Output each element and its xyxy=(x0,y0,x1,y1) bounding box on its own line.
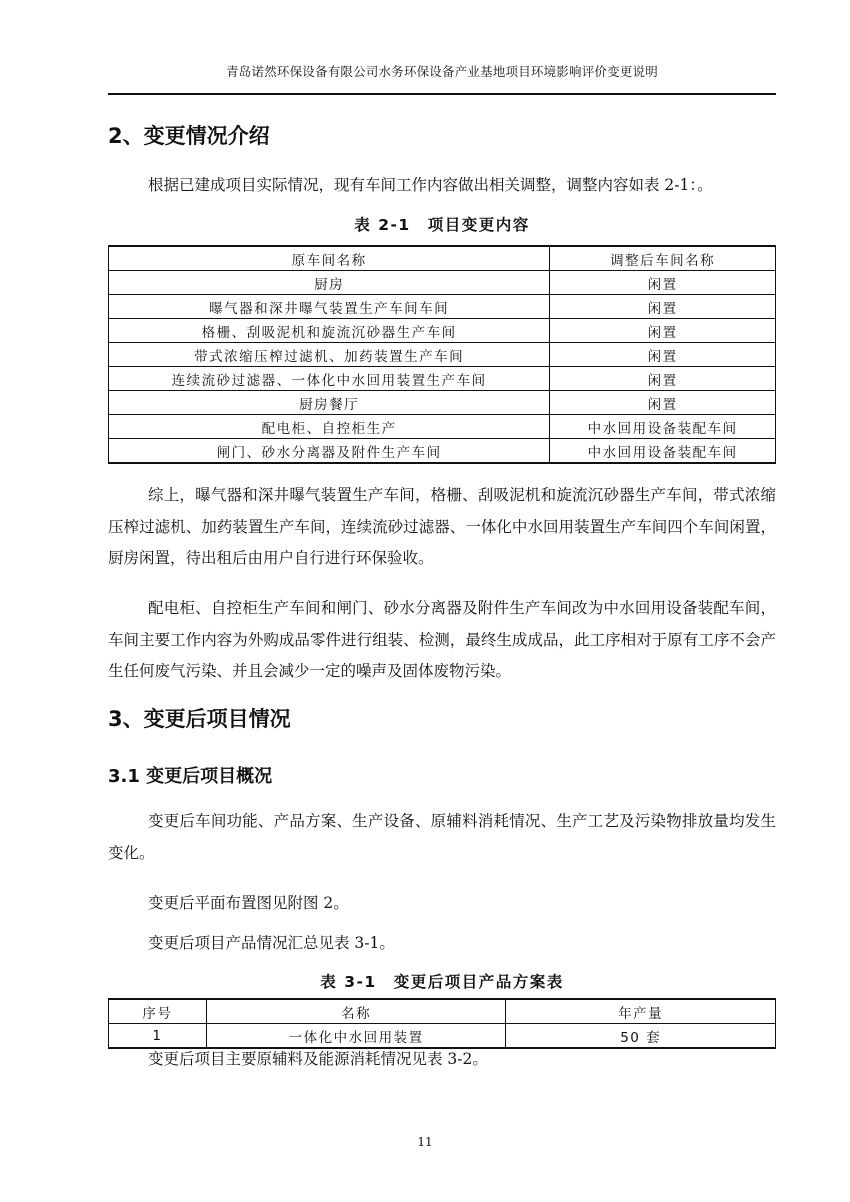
section-3-title: 3、变更后项目情况 xyxy=(108,707,291,731)
page-number: 11 xyxy=(417,1135,433,1149)
table-2-1 xyxy=(108,245,776,464)
table-cell: 中水回用设备装配车间 xyxy=(550,415,776,439)
table-cell: 格栅、刮吸泥机和旋流沉砂器生产车间 xyxy=(109,319,550,343)
table-3-1 xyxy=(108,998,776,1049)
section-2-intro: 根据已建成项目实际情况，现有车间工作内容做出相关调整，调整内容如表 2-1：。 xyxy=(148,176,713,194)
section-2-summary-paragraph: 综上，曝气器和深井曝气装置生产车间，格栅、刮吸泥机和旋流沉砂器生产车间，带式浓缩压榨过滤机、加药装置生产车间，连续流砂过滤器、一体化中水回用装置生产车间四个车间闲置，厨房闲置，待出租后由用户自行进行环保验收。 xyxy=(108,486,776,567)
table-cell: 闲置 xyxy=(550,295,776,319)
table-cell: 厨房餐厅 xyxy=(109,391,550,415)
table-header-cell: 原车间名称 xyxy=(109,246,550,271)
section-3-1-paragraph: 变更后车间功能、产品方案、生产设备、原辅料消耗情况、生产工艺及污染物排放量均发生变化。 xyxy=(108,812,776,862)
table-row xyxy=(109,391,776,415)
table-cell: 一体化中水回用装置 xyxy=(206,1024,506,1049)
table-cell: 闸门、砂水分离器及附件生产车间 xyxy=(109,439,550,464)
table-header-cell: 名称 xyxy=(206,999,506,1024)
table-cell: 闲置 xyxy=(550,271,776,295)
table-header-row xyxy=(109,999,776,1024)
section-2-title: 2、变更情况介绍 xyxy=(108,124,270,148)
table-cell: 1 xyxy=(109,1024,207,1049)
table-cell: 曝气器和深井曝气装置生产车间车间 xyxy=(109,295,550,319)
table-cell: 50 套 xyxy=(506,1024,776,1049)
section-2-change-paragraph: 配电柜、自控柜生产车间和闸门、砂水分离器及附件生产车间改为中水回用设备装配车间，车间主要工作内容为外购成品零件进行组装、检测，最终生成成品，此工序相对于原有工序不会产生任何废气污染、并且会减少一定的噪声及固体废物污染。 xyxy=(108,599,776,680)
table-cell: 闲置 xyxy=(550,367,776,391)
table-3-1-caption: 表 3-1 变更后项目产品方案表 xyxy=(320,973,564,991)
product-summary-paragraph: 变更后项目产品情况汇总见表 3-1。 xyxy=(148,934,395,952)
table-cell: 带式浓缩压榨过滤机、加药装置生产车间 xyxy=(109,343,550,367)
table-row xyxy=(109,415,776,439)
table-header-row xyxy=(109,246,776,271)
table-row xyxy=(109,271,776,295)
table-cell: 配电柜、自控柜生产 xyxy=(109,415,550,439)
layout-reference-paragraph: 变更后平面布置图见附图 2。 xyxy=(148,894,349,912)
header-rule xyxy=(108,93,776,95)
table-row xyxy=(109,319,776,343)
table-cell: 闲置 xyxy=(550,391,776,415)
table-header-cell: 年产量 xyxy=(506,999,776,1024)
table-2-1-caption: 表 2-1 项目变更内容 xyxy=(354,216,530,234)
table-row xyxy=(109,343,776,367)
table-row xyxy=(109,295,776,319)
table-row xyxy=(109,367,776,391)
table-header-cell: 序号 xyxy=(109,999,207,1024)
table-row xyxy=(109,439,776,464)
table-cell: 中水回用设备装配车间 xyxy=(550,439,776,464)
table-cell: 厨房 xyxy=(109,271,550,295)
running-header: 青岛诺然环保设备有限公司水务环保设备产业基地项目环境影响评价变更说明 xyxy=(226,64,658,79)
section-3-1-title: 3.1 变更后项目概况 xyxy=(108,766,273,787)
table-header-cell: 调整后车间名称 xyxy=(550,246,776,271)
table-cell: 连续流砂过滤器、一体化中水回用装置生产车间 xyxy=(109,367,550,391)
table-cell: 闲置 xyxy=(550,319,776,343)
materials-reference-paragraph: 变更后项目主要原辅料及能源消耗情况见表 3-2。 xyxy=(148,1050,488,1068)
table-cell: 闲置 xyxy=(550,343,776,367)
